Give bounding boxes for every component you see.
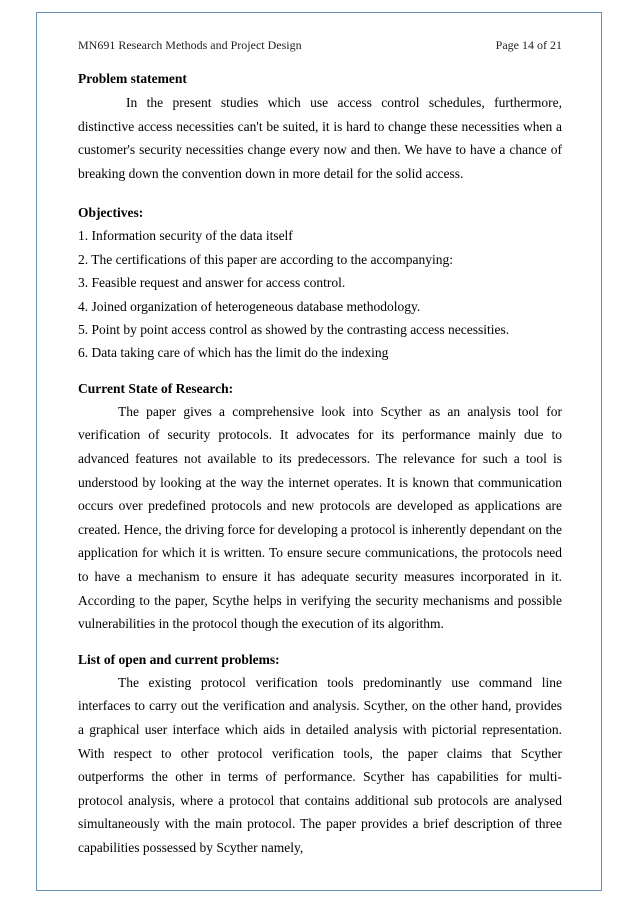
objective-item: 2. The certifications of this paper are according to the accompanying:	[78, 251, 453, 267]
objectives-heading: Objectives:	[78, 205, 144, 221]
current-state-heading: Current State of Research:	[78, 380, 234, 396]
open-problems-text: The existing protocol verification tools predominantly use command line interfaces to carry out the verification and analysis. Scyther, on the other hand, provides a graphical user interface which aids in detailed analysis with pictorial representation. With respect to other protocol verification tools, the paper claims that Scyther outperforms the other in terms of performance. Scyther has capabilities for multi-protocol analysis, where a protocol that contains additional sub protocols are analysed simultaneously with the main protocol. The paper provides a brief description of three capabilities possessed by Scyther namely,	[78, 674, 562, 855]
problem-statement-heading: Problem statement	[78, 71, 187, 86]
objective-item: 4. Joined organization of heterogeneous database methodology.	[78, 298, 421, 314]
objectives-list	[78, 224, 562, 364]
document-page	[78, 38, 562, 860]
open-problems-section	[78, 652, 562, 860]
page-number: Page 14 of 21	[495, 38, 562, 52]
open-problems-heading: List of open and current problems:	[78, 651, 280, 667]
objective-item: 1. Information security of the data itself	[78, 228, 293, 244]
course-title: MN691 Research Methods and Project Design	[78, 38, 302, 52]
page-header	[78, 38, 562, 53]
objective-item: 3. Feasible request and answer for access control.	[78, 275, 346, 291]
objective-item: 6. Data taking care of which has the limit do the indexing	[78, 345, 389, 361]
current-state-section	[78, 381, 562, 636]
problem-statement-text: In the present studies which use access control schedules, furthermore, distinctive access necessities can't be suited, it is hard to change these necessities when a customer's security necessities change every now and then. We have to have a chance of breaking down the convention down in more detail for the solid access.	[78, 95, 562, 181]
problem-statement-section	[78, 71, 562, 185]
current-state-text: The paper gives a comprehensive look into Scyther as an analysis tool for verification of security protocols. It advocates for its performance mainly due to advanced features not available to its predecessors. The relevance for such a tool is understood by looking at the way the internet operates. It is known that communication occurs over predefined protocols and new protocols are developed as applications are created. Hence, the driving force for developing a protocol is inherently dependant on the application for which it is written. To ensure secure communications, the protocols need to have a mechanism to ensure it has adequate security measures incorporated in it. According to the paper, Scythe helps in verifying the security mechanisms and possible vulnerabilities in the protocol though the execution of its algorithm.	[78, 403, 562, 632]
objectives-section	[78, 205, 562, 364]
objective-item: 5. Point by point access control as showed by the contrasting access necessities.	[78, 322, 510, 337]
